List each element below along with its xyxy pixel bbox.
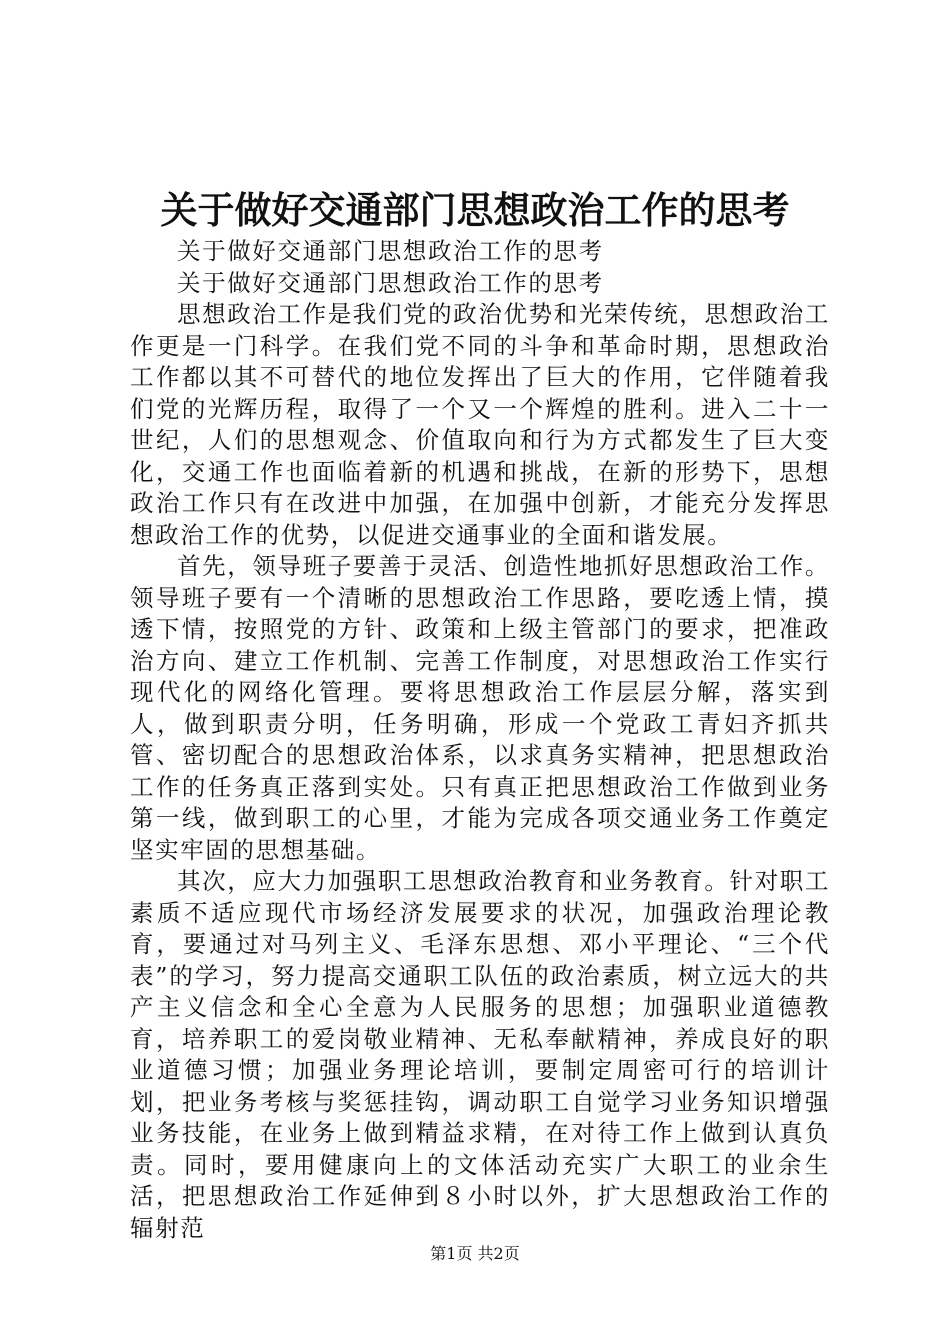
body-paragraph-2: 首先，领导班子要善于灵活、创造性地抓好思想政治工作。领导班子要有一个清晰的思想政治工作思路，要吃透上情，摸透下情，按照党的方针、政策和上级主管部门的要求，把准政治方向、建立工作机制、完善工作制度，对思想政治工作实行现代化的网络化管理。要将思想政治工作层层分解，落实到人，做到职责分明，任务明确，形成一个党政工青妇齐抓共管、密切配合的思想政治体系，以求真务实精神，把思想政治工作的任务真正落到实处。只有真正把思想政治工作做到业务第一线，做到职工的心里，才能为完成各项交通业务工作奠定坚实牢固的思想基础。 xyxy=(130,552,830,864)
subtitle-line-1: 关于做好交通部门思想政治工作的思考 xyxy=(177,237,604,265)
body-paragraph-3: 其次，应大力加强职工思想政治教育和业务教育。针对职工素质不适应现代市场经济发展要求的状况，加强政治理论教育，要通过对马列主义、毛泽东思想、邓小平理论、“三个代表”的学习，努力提高交通职工队伍的政治素质，树立远大的共产主义信念和全心全意为人民服务的思想；加强职业道德教育，培养职工的爱岗敬业精神、无私奉献精神，养成良好的职业道德习惯；加强业务理论培训，要制定周密可行的培训计划，把业务考核与奖惩挂钩，调动职工自觉学习业务知识增强业务技能，在业务上做到精益求精，在对待工作上做到认真负责。同时，要用健康向上的文体活动充实广大职工的业余生活，把思想政治工作延伸到８小时以外，扩大思想政治工作的辐射范 xyxy=(130,867,830,1242)
subtitle-line-2: 关于做好交通部门思想政治工作的思考 xyxy=(177,268,604,297)
document-body xyxy=(130,236,830,1244)
document-title: 关于做好交通部门思想政治工作的思考 xyxy=(160,188,790,232)
body-paragraph-1: 思想政治工作是我们党的政治优势和光荣传统，思想政治工作更是一门科学。在我们党不同的斗争和革命时期，思想政治工作都以其不可替代的地位发挥出了巨大的作用，它伴随着我们党的光辉历程，取得了一个又一个辉煌的胜利。进入二十一世纪，人们的思想观念、价值取向和行为方式都发生了巨大变化，交通工作也面临着新的机遇和挑战，在新的形势下，思想政治工作只有在改进中加强，在加强中创新，才能充分发挥思想政治工作的优势，以促进交通事业的全面和谐发展。 xyxy=(130,300,830,549)
page-footer: 第1页 共2页 xyxy=(430,1244,520,1263)
